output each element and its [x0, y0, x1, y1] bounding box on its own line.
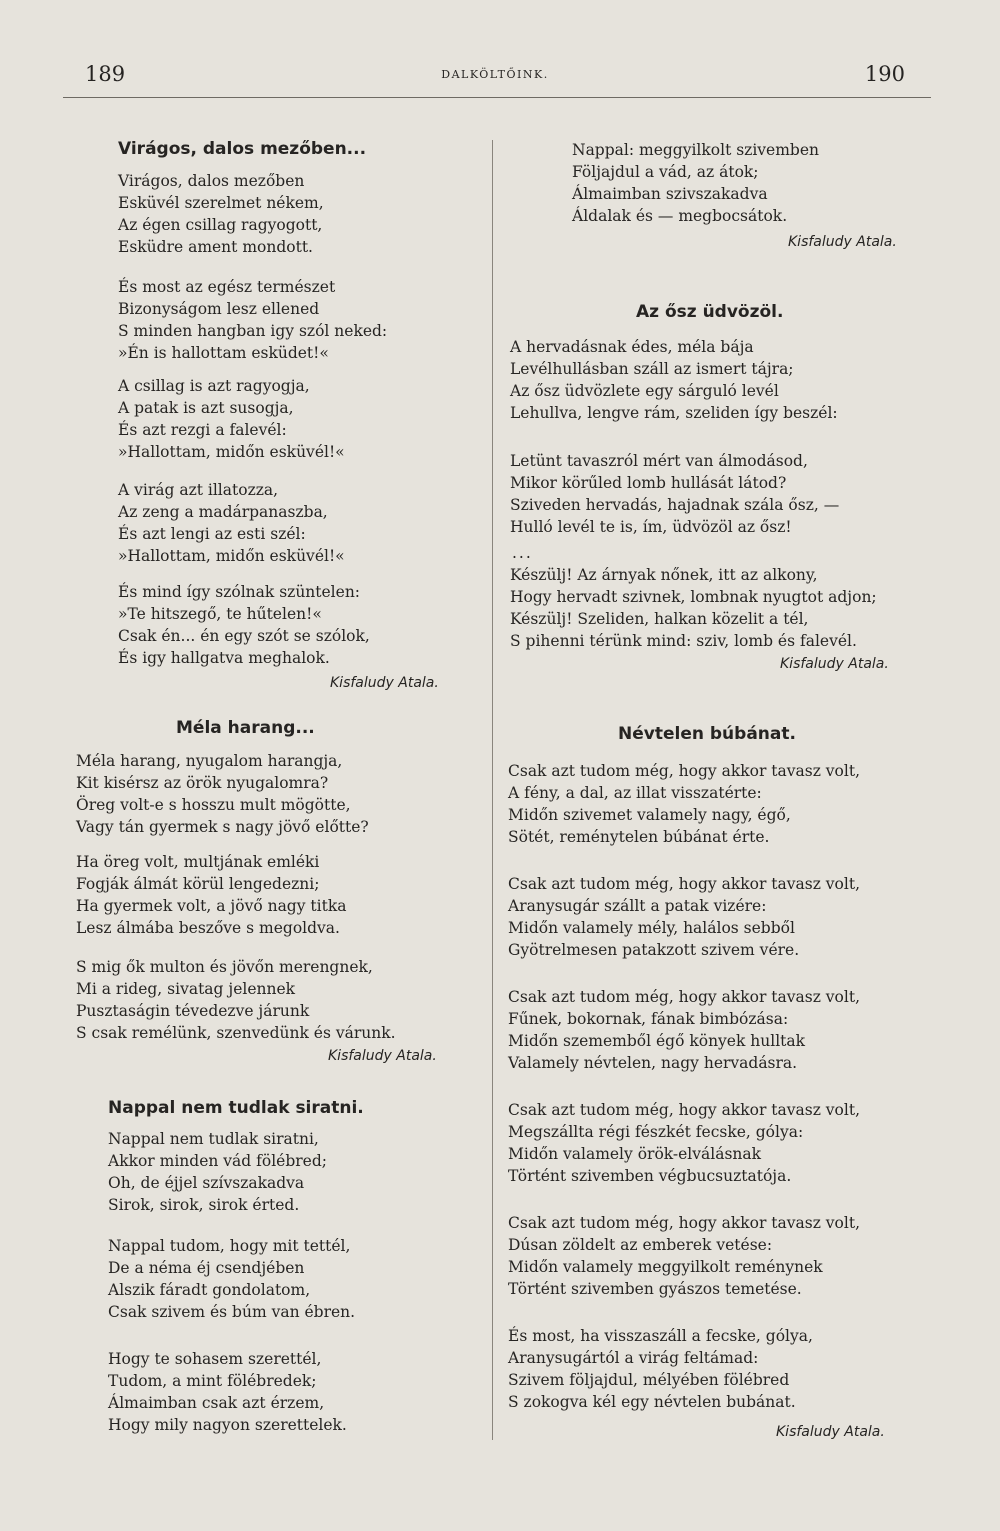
stanza: [118, 581, 370, 669]
verse-line: Midőn szivemet valamely nagy, égő,: [508, 806, 791, 824]
stanza: [508, 986, 860, 1074]
verse-line: Akkor minden vád fölébred;: [108, 1152, 327, 1170]
verse-line: A csillag is azt ragyogja,: [118, 377, 310, 395]
poem-title: Az ősz üdvözöl.: [636, 302, 784, 322]
verse-line: Hogy te sohasem szerettél,: [108, 1350, 322, 1368]
verse-line: Ha öreg volt, multjának emléki: [76, 853, 320, 871]
author-signature: Kisfaludy Atala.: [788, 234, 897, 250]
verse-line: Tudom, a mint fölébredek;: [108, 1372, 317, 1390]
verse-line: Mikor körűled lomb hullását látod?: [510, 474, 787, 492]
verse-line: Bizonyságom lesz ellened: [118, 300, 320, 318]
author-signature: Kisfaludy Atala.: [776, 1424, 885, 1440]
verse-line: Sötét, reménytelen búbánat érte.: [508, 828, 770, 846]
author-signature: Kisfaludy Atala.: [330, 675, 439, 691]
verse-line: Aranysugártól a virág feltámad:: [508, 1349, 759, 1367]
verse-line: És azt rezgi a falevél:: [118, 421, 287, 439]
stanza: [76, 750, 369, 838]
verse-line: Nappal tudom, hogy mit tettél,: [108, 1237, 351, 1255]
stanza: [118, 276, 387, 364]
verse-line: Csak azt tudom még, hogy akkor tavasz volt,: [508, 762, 861, 780]
author-signature: Kisfaludy Atala.: [328, 1048, 437, 1064]
verse-line: A virág azt illatozza,: [118, 481, 279, 499]
verse-line: Öreg volt-e s hosszu mult mögötte,: [76, 796, 351, 814]
stanza: [508, 1325, 813, 1413]
verse-line: Történt szivemben gyászos temetése.: [508, 1280, 802, 1298]
header-rule: [63, 97, 931, 98]
verse-line: Csak azt tudom még, hogy akkor tavasz volt,: [508, 988, 861, 1006]
stanza: [76, 851, 346, 939]
stanza: [118, 375, 345, 463]
stanza: [510, 564, 877, 652]
verse-line: S csak remélünk, szenvedünk és várunk.: [76, 1024, 396, 1042]
verse-line: Nappal nem tudlak siratni,: [108, 1130, 319, 1148]
stanza: [118, 170, 324, 258]
verse-line: Midőn valamely meggyilkolt reménynek: [508, 1258, 823, 1276]
verse-line: Lehullva, lengve rám, szeliden így beszél:: [510, 404, 838, 422]
verse-line: Megszállta régi fészkét fecske, gólya:: [508, 1123, 804, 1141]
verse-line: Vagy tán gyermek s nagy jövő előtte?: [76, 818, 369, 836]
stanza: [510, 450, 839, 538]
verse-line: Aranysugár szállt a patak vizére:: [508, 897, 767, 915]
verse-line: Áldalak és — megbocsátok.: [572, 207, 788, 225]
stanza: [76, 956, 396, 1044]
stanza: [508, 760, 860, 848]
verse-line: És azt lengi az esti szél:: [118, 525, 306, 543]
verse-line: A fény, a dal, az illat visszatérte:: [508, 784, 762, 802]
verse-line: Dúsan zöldelt az emberek vetése:: [508, 1236, 773, 1254]
stanza: [118, 479, 345, 567]
verse-line: Csak én... én egy szót se szólok,: [118, 627, 370, 645]
verse-line: A patak is azt susogja,: [118, 399, 294, 417]
stanza: [108, 1348, 347, 1436]
running-title: DALKÖLTŐINK.: [441, 68, 549, 81]
verse-line: Lesz álmába beszőve s megoldva.: [76, 919, 340, 937]
verse-line: És most, ha visszaszáll a fecske, gólya,: [508, 1327, 813, 1345]
column-divider: [492, 140, 493, 1440]
verse-line: Virágos, dalos mezőben: [118, 172, 305, 190]
verse-line: Az zeng a madárpanaszba,: [118, 503, 328, 521]
verse-line: És most az egész természet: [118, 278, 336, 296]
verse-line: »Én is hallottam esküdet!«: [118, 344, 329, 362]
verse-line: Álmaimban csak azt érzem,: [108, 1394, 325, 1412]
verse-line: És igy hallgatva meghalok.: [118, 649, 330, 667]
verse-line: Készülj! Szeliden, halkan közelit a tél,: [510, 610, 809, 628]
verse-line: S zokogva kél egy névtelen bubánat.: [508, 1393, 796, 1411]
verse-line: Letünt tavaszról mért van álmodásod,: [510, 452, 808, 470]
verse-line: S minden hangban igy szól neked:: [118, 322, 388, 340]
verse-line: Oh, de éjjel szívszakadva: [108, 1174, 305, 1192]
verse-line: Gyötrelmesen patakzott szivem vére.: [508, 941, 800, 959]
verse-line: Készülj! Az árnyak nőnek, itt az alkony,: [510, 566, 818, 584]
verse-line: Alszik fáradt gondolatom,: [108, 1281, 311, 1299]
verse-line: Valamely névtelen, nagy hervadásra.: [508, 1054, 798, 1072]
verse-line: Kit kisérsz az örök nyugalomra?: [76, 774, 329, 792]
poem-title: Névtelen búbánat.: [618, 724, 796, 744]
verse-line: »Te hitszegő, te hűtelen!«: [118, 605, 322, 623]
stanza: [108, 1128, 327, 1216]
verse-line: Az ősz üdvözlete egy sárguló levél: [510, 382, 779, 400]
verse-line: Sziveden hervadás, hajadnak szála ősz, —: [510, 496, 840, 514]
verse-line: »Hallottam, midőn esküvél!«: [118, 547, 345, 565]
verse-line: Szivem följajdul, mélyében fölébred: [508, 1371, 790, 1389]
verse-line: Midőn valamely örök-elválásnak: [508, 1145, 762, 1163]
page-number-left: 189: [85, 62, 126, 86]
stanza: [508, 1212, 860, 1300]
verse-line: Fogják álmát körül lengedezni;: [76, 875, 320, 893]
verse-line: »Hallottam, midőn esküvél!«: [118, 443, 345, 461]
stanza: [108, 1235, 355, 1323]
verse-line: Följajdul a vád, az átok;: [572, 163, 759, 181]
page-header: [85, 62, 905, 92]
author-signature: Kisfaludy Atala.: [780, 656, 889, 672]
separator-dots: ...: [512, 544, 533, 562]
verse-line: Levélhullásban száll az ismert tájra;: [510, 360, 794, 378]
stanza-separator: [512, 542, 533, 564]
poem-title: Virágos, dalos mezőben...: [118, 139, 367, 159]
verse-line: Történt szivemben végbucsuztatója.: [508, 1167, 792, 1185]
verse-line: Ha gyermek volt, a jövő nagy titka: [76, 897, 347, 915]
verse-line: Hogy hervadt szivnek, lombnak nyugtot adjon;: [510, 588, 877, 606]
verse-line: Hogy mily nagyon szerettelek.: [108, 1416, 347, 1434]
verse-line: Csak azt tudom még, hogy akkor tavasz volt,: [508, 1101, 861, 1119]
verse-line: S mig ők multon és jövőn merengnek,: [76, 958, 373, 976]
verse-line: Fűnek, bokornak, fának bimbózása:: [508, 1010, 789, 1028]
verse-line: Nappal: meggyilkolt szivemben: [572, 141, 820, 159]
verse-line: És mind így szólnak szüntelen:: [118, 583, 361, 601]
stanza: [508, 873, 860, 961]
verse-line: Csak szivem és búm van ébren.: [108, 1303, 356, 1321]
verse-line: Mi a rideg, sivatag jelennek: [76, 980, 296, 998]
verse-line: Méla harang, nyugalom harangja,: [76, 752, 343, 770]
verse-line: Csak azt tudom még, hogy akkor tavasz volt,: [508, 875, 861, 893]
verse-line: Esküdre ament mondott.: [118, 238, 313, 256]
verse-line: Esküvél szerelmet nékem,: [118, 194, 324, 212]
stanza: [508, 1099, 860, 1187]
poem-title: Nappal nem tudlak siratni.: [108, 1098, 364, 1118]
verse-line: Csak azt tudom még, hogy akkor tavasz volt,: [508, 1214, 861, 1232]
verse-line: Midőn szememből égő könyek hulltak: [508, 1032, 806, 1050]
poem-title: Méla harang...: [176, 718, 315, 738]
verse-line: S pihenni térünk mind: sziv, lomb és falevél.: [510, 632, 857, 650]
verse-line: Hulló levél te is, ím, üdvözöl az ősz!: [510, 518, 792, 536]
verse-line: A hervadásnak édes, méla bája: [510, 338, 754, 356]
stanza: [572, 139, 819, 227]
page-number-right: 190: [864, 62, 905, 86]
verse-line: Sirok, sirok, sirok érted.: [108, 1196, 300, 1214]
verse-line: De a néma éj csendjében: [108, 1259, 305, 1277]
verse-line: Az égen csillag ragyogott,: [118, 216, 323, 234]
verse-line: Pusztaságin tévedezve járunk: [76, 1002, 310, 1020]
verse-line: Midőn valamely mély, halálos sebből: [508, 919, 795, 937]
verse-line: Álmaimban szivszakadva: [572, 185, 768, 203]
stanza: [510, 336, 838, 424]
